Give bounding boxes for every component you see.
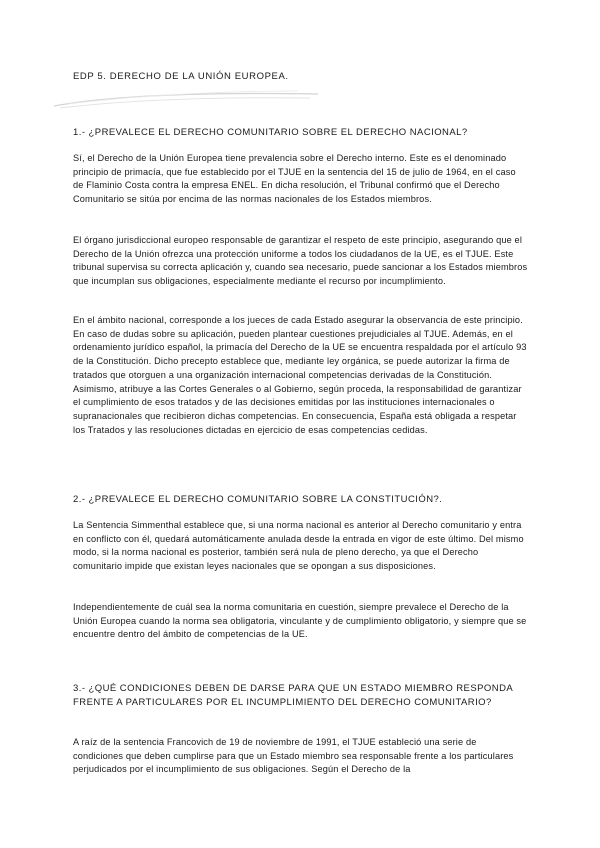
section-2-paragraph-1: La Sentencia Simmenthal establece que, si una norma nacional es anterior al Derecho comunitario y entra en conflicto con él, quedará automáticamente anulada desde la entrada en vigor de este último. Del mismo modo, si la norma nacional es posterior, también será nula de pleno derecho, ya que el Derecho comunitario impide que existan leyes nacionales que se opongan a sus disposiciones. [73, 520, 524, 572]
section-2-heading: 2.- ¿PREVALECE EL DERECHO COMUNITARIO SOBRE LA CONSTITUCIÓN?. [73, 494, 443, 505]
section-1-paragraph-1: Sí, el Derecho de la Unión Europea tiene prevalencia sobre el Derecho interno. Este es el denominado principio de primacía, que fue establecido por el TJUE en la sentencia del 15 de julio de 1964, en el caso de Flaminio Costa contra la empresa ENEL. En dicha resolución, el Tribunal confirmó que el Derecho Comunitario se sitúa por encima de las normas nacionales de los Estados miembros. [73, 153, 516, 205]
section-2-paragraph-2: Independientemente de cuál sea la norma comunitaria en cuestión, siempre prevalece el Derecho de la Unión Europea cuando la norma sea obligatoria, vinculante y de cumplimiento obligatorio, y siempre que se encuentre dentro del ámbito de competencias de la UE. [73, 602, 527, 640]
section-1-paragraph-2: El órgano jurisdiccional europeo responsable de garantizar el respeto de este principio, asegurando que el Derecho de la Unión ofrezca una protección uniforme a todos los ciudadanos de la UE, es el TJUE. Este tribunal supervisa su correcta aplicación y, cuando sea necesario, puede sancionar a los Estados miembros que incumplan sus obligaciones, especialmente mediante el recurso por incumplimiento. [73, 235, 528, 287]
section-3-heading: 3.- ¿QUÉ CONDICIONES DEBEN DE DARSE PARA QUE UN ESTADO MIEMBRO RESPONDA FRENTE A PARTICULARES POR EL INCUMPLIMIENTO DEL DERECHO COMUNITARIO? [73, 683, 513, 708]
handwritten-underline-mark [48, 86, 328, 112]
section-1-heading: 1.- ¿PREVALECE EL DERECHO COMUNITARIO SOBRE EL DERECHO NACIONAL? [73, 127, 468, 138]
section-3-paragraph-1: A raíz de la sentencia Francovich de 19 de noviembre de 1991, el TJUE estableció una serie de condiciones que deben cumplirse para que un Estado miembro sea responsable frente a los particulares perjudicados por el incumplimiento de sus obligaciones. Según el Derecho de la [73, 737, 514, 775]
section-1-paragraph-3: En el ámbito nacional, corresponde a los jueces de cada Estado asegurar la observancia de este principio. En caso de dudas sobre su aplicación, pueden plantear cuestiones prejudiciales al TJUE. Además, en el ordenamiento jurídico español, la primacía del Derecho de la UE se encuentra respaldada por el artículo 93 de la Constitución. Dicho precepto establece que, mediante ley orgánica, se puede autorizar la firma de tratados que otorguen a una organización internacional competencias derivadas de la Constitución. Asimismo, atribuye a las Cortes Generales o al Gobierno, según proceda, la responsabilidad de garantizar el cumplimiento de esos tratados y de las decisiones emitidas por las instituciones internacionales o supranacionales que recibieron dichas competencias. En consecuencia, España está obligada a respetar los Tratados y las resoluciones dictadas en ejercicio de esas competencias cedidas. [73, 315, 527, 435]
document-title: EDP 5. DERECHO DE LA UNIÓN EUROPEA. [73, 71, 289, 82]
